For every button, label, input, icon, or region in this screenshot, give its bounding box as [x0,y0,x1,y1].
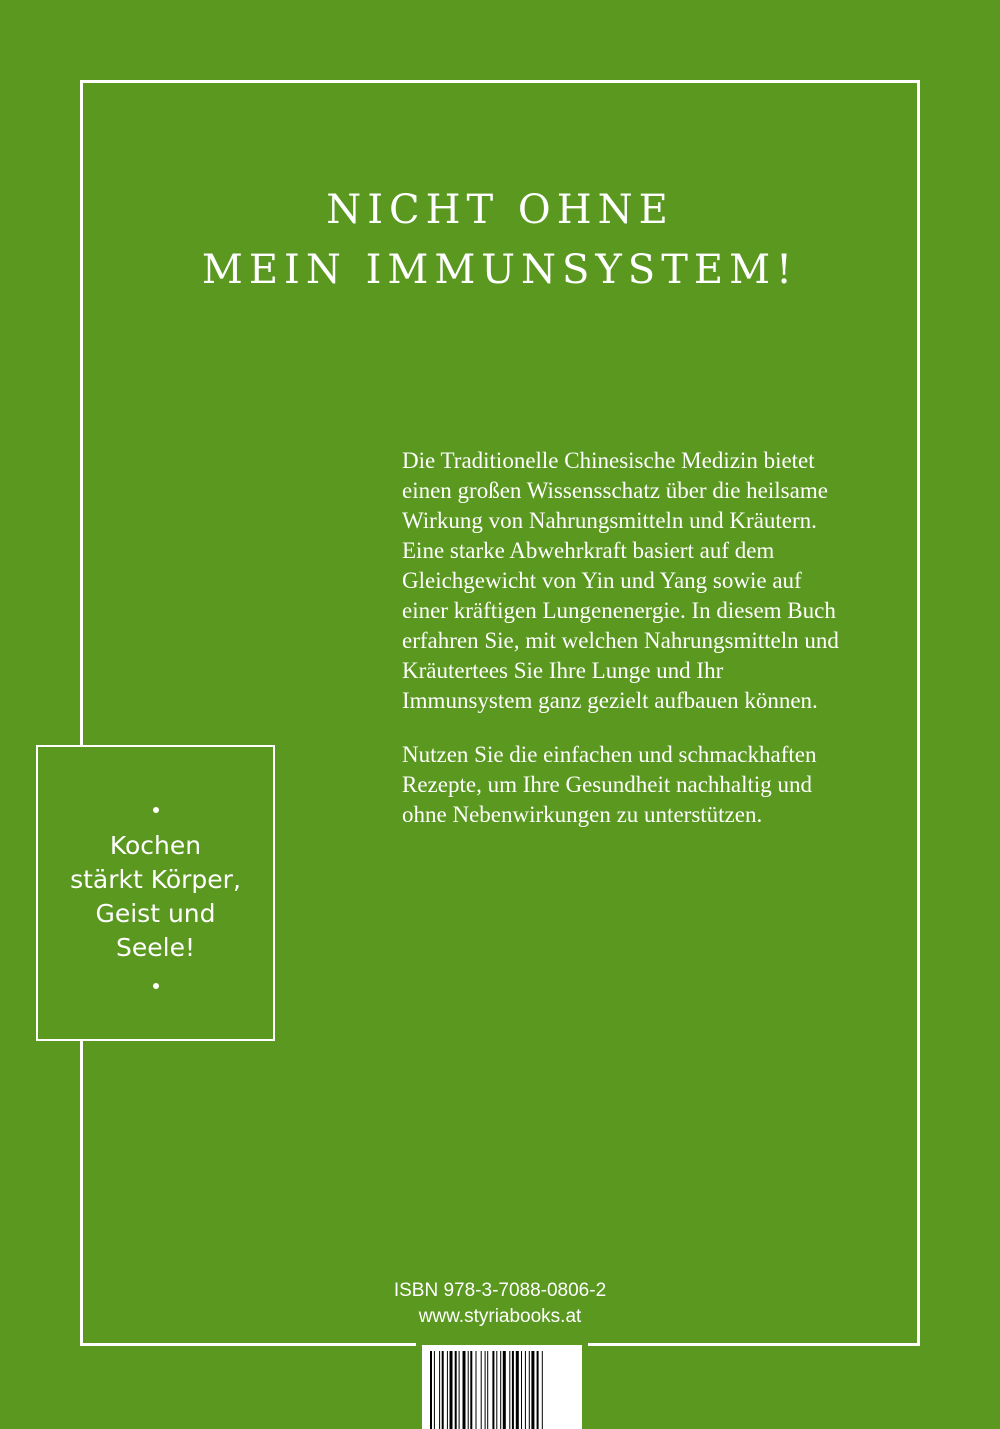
barcode-bar [521,1351,522,1429]
quote-text [38,829,273,965]
barcode-bar [459,1351,460,1429]
barcode-bar [492,1351,494,1429]
barcode-bar [512,1351,514,1429]
quote-line-3: Geist und [95,899,216,928]
barcode-bar [470,1351,472,1429]
barcode-icon [428,1351,576,1429]
barcode-bar [537,1351,539,1429]
barcode-bar [447,1351,448,1429]
blurb-paragraph-1: Die Traditionelle Chinesische Medizin bietet einen großen Wissensschatz über die heilsame Wirkung von Nahrungsmitteln und Kräutern. Eine starke Abwehrkraft basiert auf dem Gleichgewicht von Yin und Yang sowie auf einer kräftigen Lungenenergie. In diesem Buch erfahren Sie, mit welchen Nahrungsmitteln und Kräutertees Sie Ihre Lunge und Ihr Immunsystem ganz gezielt aufbauen können. [402,448,839,713]
book-title [100,180,900,300]
blurb [402,446,842,854]
barcode-bar [442,1351,444,1429]
barcode-bar [509,1351,510,1429]
bullet-dot-icon [153,807,159,813]
barcode-bar [485,1351,486,1429]
barcode-bar [496,1351,497,1429]
barcode-bar [529,1351,530,1429]
barcode-bar [439,1351,440,1429]
quote-line-2: stärkt Körper, [70,865,241,894]
barcode-bar [463,1351,466,1429]
barcode-bar [481,1351,482,1429]
barcode-bar [500,1351,501,1429]
title-line-1: NICHT OHNE [326,187,674,233]
title-line-2: MEIN IMMUNSYSTEM! [201,247,799,293]
publisher-info [300,1278,700,1330]
barcode-bar [468,1351,469,1429]
quote-box [36,745,275,1041]
barcode-bar [455,1351,457,1429]
barcode-bar [525,1351,526,1429]
publisher-website: www.styriabooks.at [418,1306,582,1327]
barcode-bar [476,1351,477,1429]
barcode-bar [516,1351,519,1429]
barcode-bar [542,1351,543,1429]
barcode-bar [430,1351,432,1429]
barcode-bar [450,1351,453,1429]
blurb-paragraph-2: Nutzen Sie die einfachen und schmackhaften Rezepte, um Ihre Gesundheit nachhaltig und ohne Nebenwirkungen zu unterstützen. [402,742,817,827]
barcode-bar [434,1351,435,1429]
bullet-dot-icon [153,983,159,989]
barcode-bar [487,1351,488,1429]
barcode [422,1345,582,1429]
quote-line-4: Seele! [116,933,195,962]
barcode-bar [531,1351,534,1429]
quote-line-1: Kochen [109,831,202,860]
barcode-bar [503,1351,506,1429]
isbn-number: ISBN 978-3-7088-0806-2 [393,1280,607,1301]
